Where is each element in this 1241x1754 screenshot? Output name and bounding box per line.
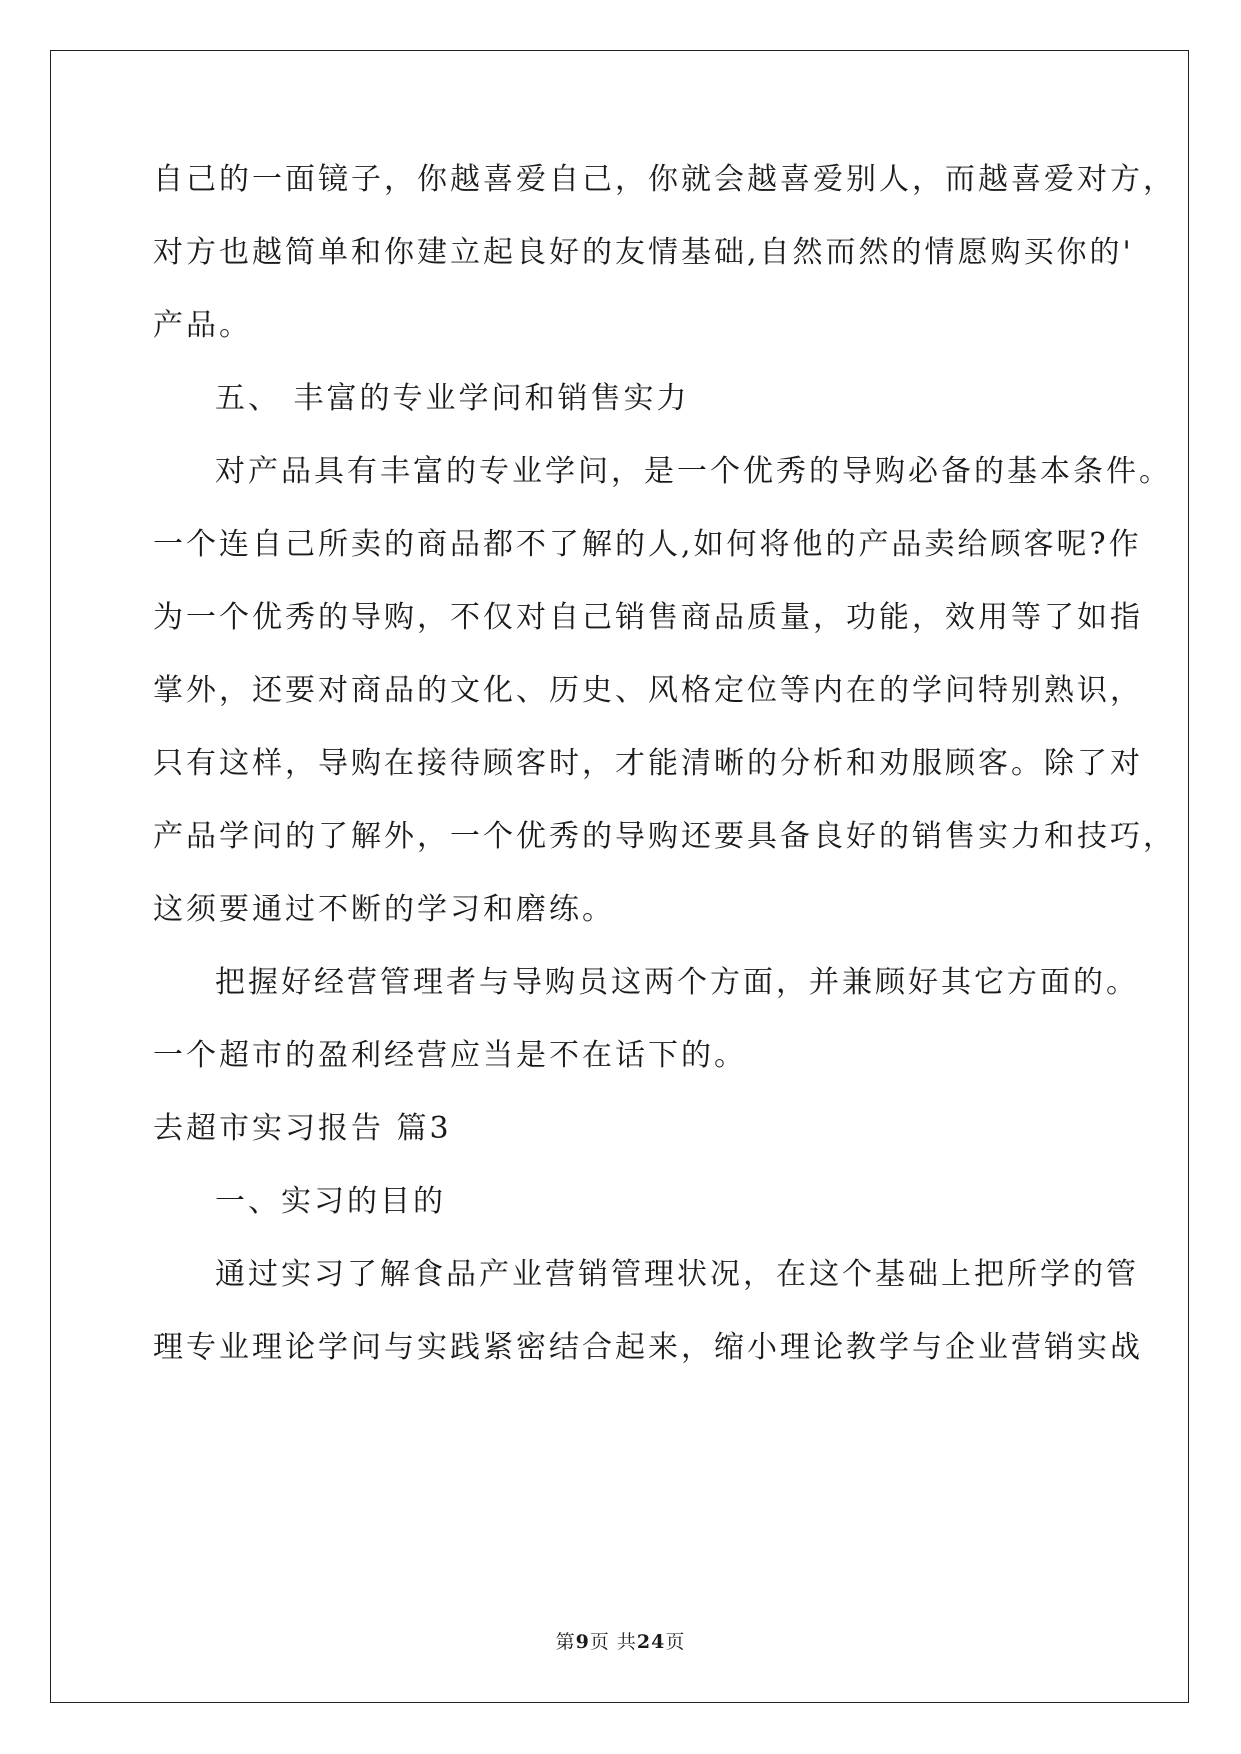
- text-line: 通过实习了解食品产业营销管理状况，在这个基础上把所学的管: [215, 1257, 1139, 1292]
- footer-suffix: 页: [665, 1631, 686, 1653]
- footer-middle: 页 共: [589, 1631, 637, 1653]
- text-line: 产品学问的了解外，一个优秀的导购还要具备良好的销售实力和技巧，: [153, 819, 1176, 854]
- report-title: 去超市实习报告 篇3: [153, 1111, 452, 1146]
- text-line: 理专业理论学问与实践紧密结合起来，缩小理论教学与企业营销实战: [153, 1330, 1143, 1365]
- text-line: 掌外，还要对商品的文化、历史、风格定位等内在的学问特别熟识，: [153, 673, 1143, 708]
- text-line: 为一个优秀的导购，不仅对自己销售商品质量，功能，效用等了如指: [153, 600, 1143, 635]
- footer-prefix: 第: [555, 1631, 576, 1653]
- text-line: 对方也越简单和你建立起良好的友情基础,自然而然的情愿购买你的': [153, 235, 1134, 270]
- text-line: 这须要通过不断的学习和磨练。: [153, 892, 615, 927]
- text-line: 只有这样，导购在接待顾客时，才能清晰的分析和劝服顾客。除了对: [153, 746, 1143, 781]
- text-line: 把握好经营管理者与导购员这两个方面，并兼顾好其它方面的。: [215, 965, 1139, 1000]
- text-line: 一个超市的盈利经营应当是不在话下的。: [153, 1038, 747, 1073]
- total-page-count: 24: [636, 1631, 666, 1653]
- text-line: 一个连自己所卖的商品都不了解的人,如何将他的产品卖给顾客呢?作: [153, 527, 1142, 562]
- page-border: [50, 50, 1189, 1703]
- current-page-number: 9: [575, 1631, 590, 1653]
- text-line: 对产品具有丰富的专业学问，是一个优秀的导购必备的基本条件。: [215, 454, 1172, 489]
- text-line: 产品。: [153, 308, 252, 343]
- text-line: 自己的一面镜子，你越喜爱自己，你就会越喜爱别人，而越喜爱对方，: [153, 162, 1176, 197]
- page-footer: [0, 1627, 1241, 1654]
- section-heading: 五、 丰富的专业学问和销售实力: [215, 381, 690, 416]
- section-heading: 一、实习的目的: [215, 1184, 446, 1219]
